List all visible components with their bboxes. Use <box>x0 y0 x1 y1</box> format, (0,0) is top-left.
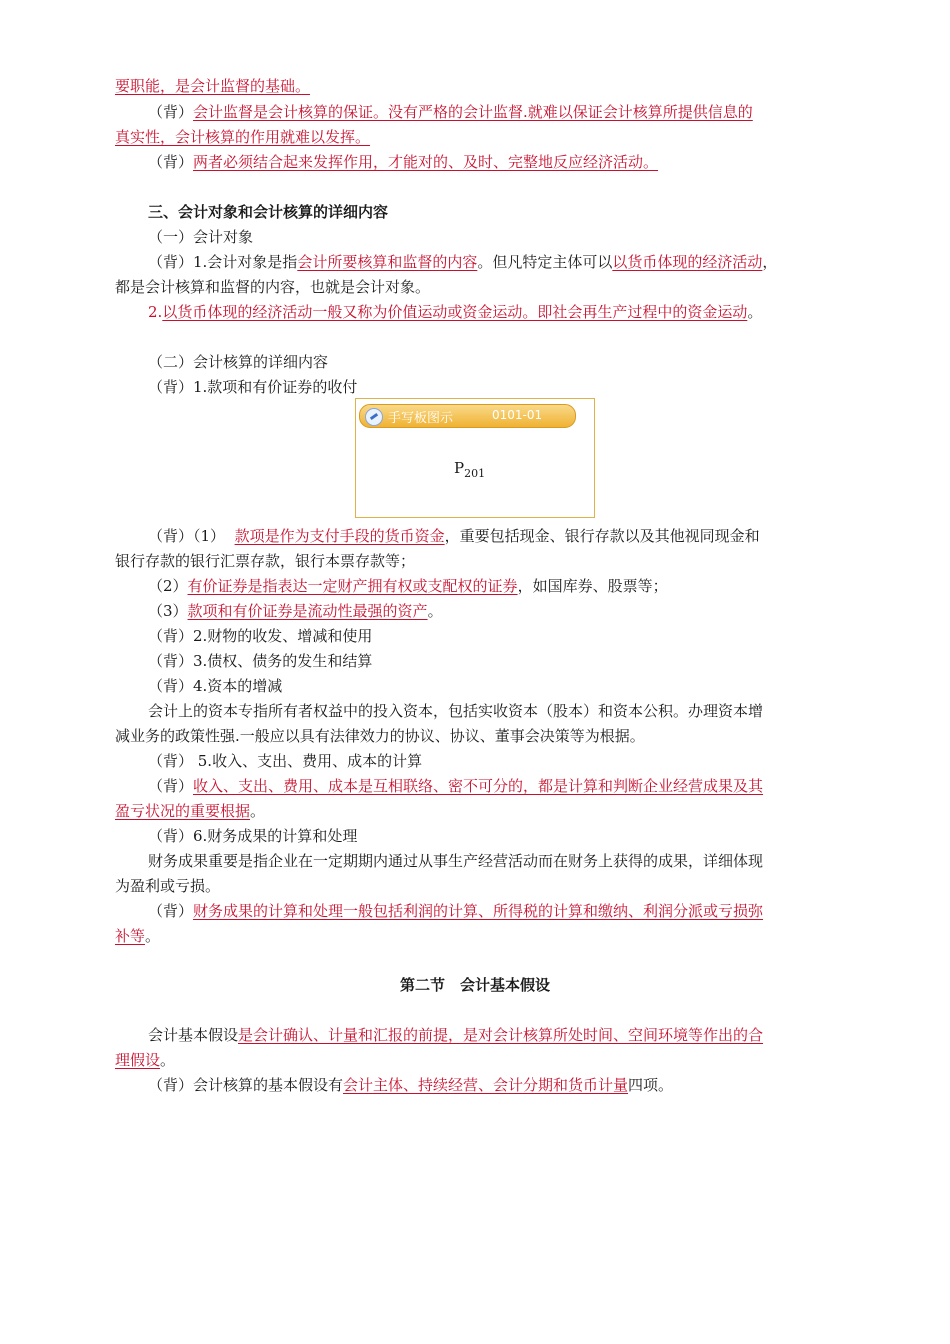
key-point: 款项和有价证券是流动性最强的资产 <box>187 602 428 620</box>
text-line: 会计上的资本专指所有者权益中的投入资本，包括实收资本（股本）和资本公积。办理资本增 <box>148 702 764 720</box>
text-line: （背）4.资本的增减 <box>148 677 283 695</box>
key-point: 盈亏状况的重要根据 <box>115 802 251 820</box>
recite-tag: （背） <box>148 777 194 795</box>
text-span: 。 <box>747 303 763 321</box>
text-line <box>115 1050 840 1070</box>
key-point: 以货币体现的经济活动一般又称为价值运动或资金运动。即社会再生产过程中的资金运动 <box>162 303 748 321</box>
subsection-heading: （二）会计核算的详细内容 <box>148 353 329 371</box>
text-span: （背）（1） <box>148 527 235 545</box>
text-span: 。 <box>160 1051 176 1069</box>
text-line <box>148 1025 840 1045</box>
key-point: 会计所要核算和监督的内容 <box>297 253 478 271</box>
text-line: （背）3.债权、债务的发生和结算 <box>148 652 373 670</box>
text-line: 为盈利或亏损。 <box>115 877 221 895</box>
text-span: （背）1.会计对象是指 <box>148 253 298 271</box>
text-span: ，重要包括现金、银行存款以及其他视同现金和 <box>444 527 760 545</box>
key-point: 收入、支出、费用、成本是互相联络、密不可分的，都是计算和判断企业经营成果及其 <box>193 777 764 795</box>
key-point: 财务成果的计算和处理一般包括利润的计算、所得税的计算和缴纳、利润分派或亏损弥 <box>193 902 764 920</box>
figure-label <box>359 404 576 428</box>
text-span: ， <box>762 253 778 271</box>
handwriting-figure <box>355 398 595 518</box>
subsection-heading: （一）会计对象 <box>148 228 254 246</box>
page-reference <box>454 459 485 480</box>
text-line: （背） 5.收入、支出、费用、成本的计算 <box>148 752 423 770</box>
text-line: （背）1.款项和有价证券的收付 <box>148 378 358 396</box>
pen-icon <box>365 408 383 426</box>
text-span: 会计基本假设 <box>148 1026 239 1044</box>
key-point: 有价证券是指表达一定财产拥有权或支配权的证券 <box>187 577 518 595</box>
text-line: 银行存款的银行汇票存款，银行本票存款等； <box>115 552 416 570</box>
recite-tag: （背） <box>148 153 194 171</box>
text-line <box>148 252 840 272</box>
text-line: 都是会计核算和监督的内容，也就是会计对象。 <box>115 278 431 296</box>
text-span: 。但凡特定主体可以 <box>477 253 613 271</box>
text-line <box>148 152 840 172</box>
text-line: 财务成果重要是指企业在一定期期内通过从事生产经营活动而在财务上获得的成果，详细体现 <box>148 852 764 870</box>
key-point: 会计监督是会计核算的保证。没有严格的会计监督.就难以保证会计核算所提供信息的 <box>193 103 753 121</box>
text-line <box>115 926 840 946</box>
text-span: ，如国库券、股票等； <box>517 577 668 595</box>
text-span: 。 <box>145 927 161 945</box>
figure-code: 0101-01 <box>492 408 543 422</box>
key-point: 会计主体、持续经营、会计分期和货币计量 <box>343 1076 629 1094</box>
key-point: 是会计确认、计量和汇报的前提，是对会计核算所处时间、空间环境等作出的合 <box>238 1026 764 1044</box>
text-line <box>115 127 840 147</box>
text-line <box>115 76 840 96</box>
text-span: 。 <box>427 602 443 620</box>
text-line <box>148 576 840 596</box>
section-title: 第二节 会计基本假设 <box>399 976 550 994</box>
key-point: 两者必须结合起来发挥作用，才能对的、及时、完整地反应经济活动。 <box>193 153 659 171</box>
text-line <box>148 302 840 322</box>
text-line <box>148 601 840 621</box>
text-line <box>148 526 840 546</box>
page-number: 201 <box>464 467 486 480</box>
key-point: 真实性，会计核算的作用就难以发挥。 <box>115 128 371 146</box>
section-heading: 三、会计对象和会计核算的详细内容 <box>148 203 389 221</box>
text-span: （2） <box>148 577 188 595</box>
key-point: 补等 <box>115 927 146 945</box>
text-line <box>148 901 840 921</box>
recite-tag: （背） <box>148 103 194 121</box>
figure-title: 手写板图示 <box>388 411 454 426</box>
key-point: 款项是作为支付手段的货币资金 <box>234 527 445 545</box>
text-span: （3） <box>148 602 188 620</box>
text-span: 。 <box>250 802 266 820</box>
text-span: 四项。 <box>628 1076 674 1094</box>
text-line <box>115 801 840 821</box>
text-line: （背）2.财物的收发、增减和使用 <box>148 627 373 645</box>
text-line <box>148 1075 840 1095</box>
recite-tag: （背） <box>148 902 194 920</box>
page-letter: P <box>454 459 465 477</box>
text-span: 2. <box>148 303 163 321</box>
text-line <box>148 102 840 122</box>
key-point: 理假设 <box>115 1051 161 1069</box>
text-line: （背）6.财务成果的计算和处理 <box>148 827 358 845</box>
text-line <box>148 776 840 796</box>
key-point: 要职能，是会计监督的基础。 <box>115 77 311 95</box>
text-line: 减业务的政策性强.一般应以具有法律效力的协议、协议、董事会决策等为根据。 <box>115 727 645 745</box>
key-point: 以货币体现的经济活动 <box>612 253 763 271</box>
text-span: （背）会计核算的基本假设有 <box>148 1076 344 1094</box>
